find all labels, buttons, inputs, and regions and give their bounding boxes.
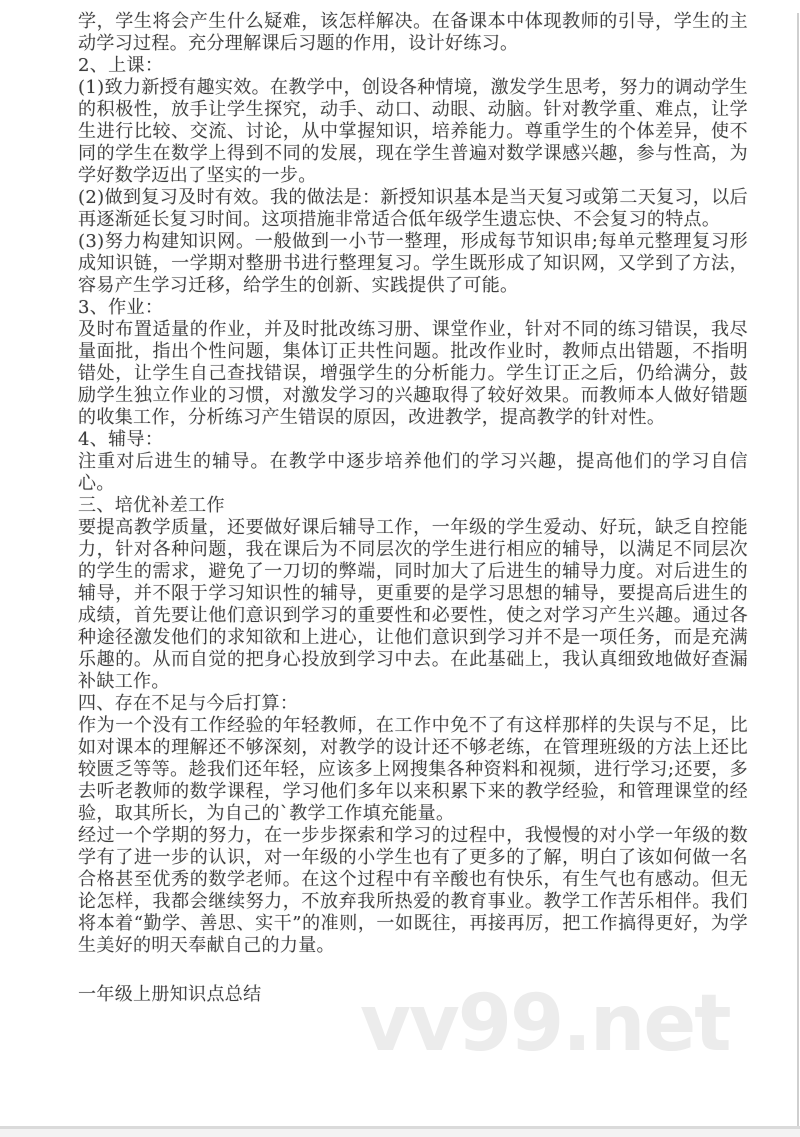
paragraph: 作为一个没有工作经验的年轻教师，在工作中免不了有这样那样的失误与不足，比如对课本的理解还不够深刻，对教学的设计还不够老练，在管理班级的方法上还比较匮乏等等。趁我们还年轻，应该多上网搜集各种资料和视频，进行学习;还要，多去听老教师的数学课程，学习他们多年以来积累下来的教学经验，和管理课堂的经验，取其所长，为自己的`教学工作填充能量。: [78, 715, 748, 824]
section-heading: 2、上课：: [78, 55, 164, 76]
section-heading: 4、辅导：: [78, 429, 164, 450]
section-heading: 3、作业：: [78, 297, 164, 318]
paragraph: 要提高教学质量，还要做好课后辅导工作，一年级的学生爱动、好玩，缺乏自控能力，针对各种问题，我在课后为不同层次的学生进行相应的辅导，以满足不同层次的学生的需求，避免了一刀切的弊端，同时加大了后进生的辅导力度。对后进生的辅导，并不限于学习知识性的辅导，更重要的是学习思想的辅导，要提高后进生的成绩，首先要让他们意识到学习的重要性和必要性，使之对学习产生兴趣。通过各种途径激发他们的求知欲和上进心，让他们意识到学习并不是一项任务，而是充满乐趣的。从而自觉的把身心投放到学习中去。在此基础上，我认真细致地做好查漏补缺工作。: [78, 517, 748, 692]
section-heading: 四、存在不足与今后打算：: [78, 693, 299, 714]
paragraph: 学，学生将会产生什么疑难，该怎样解决。在备课本中体现教师的引导，学生的主动学习过程。充分理解课后习题的作用，设计好练习。: [78, 11, 748, 54]
scan-edge-right: [797, 13, 799, 1127]
section-heading: 三、培优补差工作: [78, 495, 225, 516]
paragraph: (2)做到复习及时有效。我的做法是：新授知识基本是当天复习或第二天复习，以后再逐渐延长复习时间。这项措施非常适合低年级学生遗忘快、不会复习的特点。: [78, 187, 748, 230]
paragraph: 经过一个学期的努力，在一步步探索和学习的过程中，我慢慢的对小学一年级的数学有了进一步的认识，对一年级的小学生也有了更多的了解，明白了该如何做一名合格甚至优秀的数学老师。在这个过程中有辛酸也有快乐，有生气也有感动。但无论怎样，我都会继续努力，不放弃我所热爱的教育事业。教学工作苦乐相伴。我们将本着“勤学、善思、实干”的准则，一如既往，再接再厉，把工作搞得更好，为学生美好的明天奉献自己的力量。: [78, 825, 748, 956]
paragraph: 及时布置适量的作业，并及时批改练习册、课堂作业，针对不同的练习错误，我尽量面批，指出个性问题，集体订正共性问题。批改作业时，教师点出错题，不指明错处，让学生自己查找错误，增强学生的分析能力。学生订正之后，仍给满分，鼓励学生独立作业的习惯，对激发学习的兴趣取得了较好效果。而教师本人做好错题的收集工作，分析练习产生错误的原因，改进教学，提高教学的针对性。: [78, 319, 748, 428]
watermark: vv99.net: [360, 979, 730, 1069]
paragraph: (1)致力新授有趣实效。在教学中，创设各种情境，激发学生思考，努力的调动学生的积极性，放手让学生探究，动手、动口、动眼、动脑。针对教学重、难点，让学生进行比较、交流、讨论，从中掌握知识，培养能力。尊重学生的个体差异，使不同的学生在数学上得到不同的发展，现在学生普遍对数学课感兴趣，参与性高，为学好数学迈出了坚实的一步。: [78, 77, 748, 186]
document-body: [78, 11, 748, 1006]
scan-strip-bottom: [0, 1129, 800, 1137]
paragraph: (3)努力构建知识网。一般做到一小节一整理，形成每节知识串;每单元整理复习形成知识链，一学期对整册书进行整理复习。学生既形成了知识网，又学到了方法，容易产生学习迁移，给学生的创新、实践提供了可能。: [78, 231, 748, 296]
paragraph: 注重对后进生的辅导。在教学中逐步培养他们的学习兴趣，提高他们的学习自信心。: [78, 451, 748, 494]
doc-footer-title: 一年级上册知识点总结: [78, 984, 262, 1005]
